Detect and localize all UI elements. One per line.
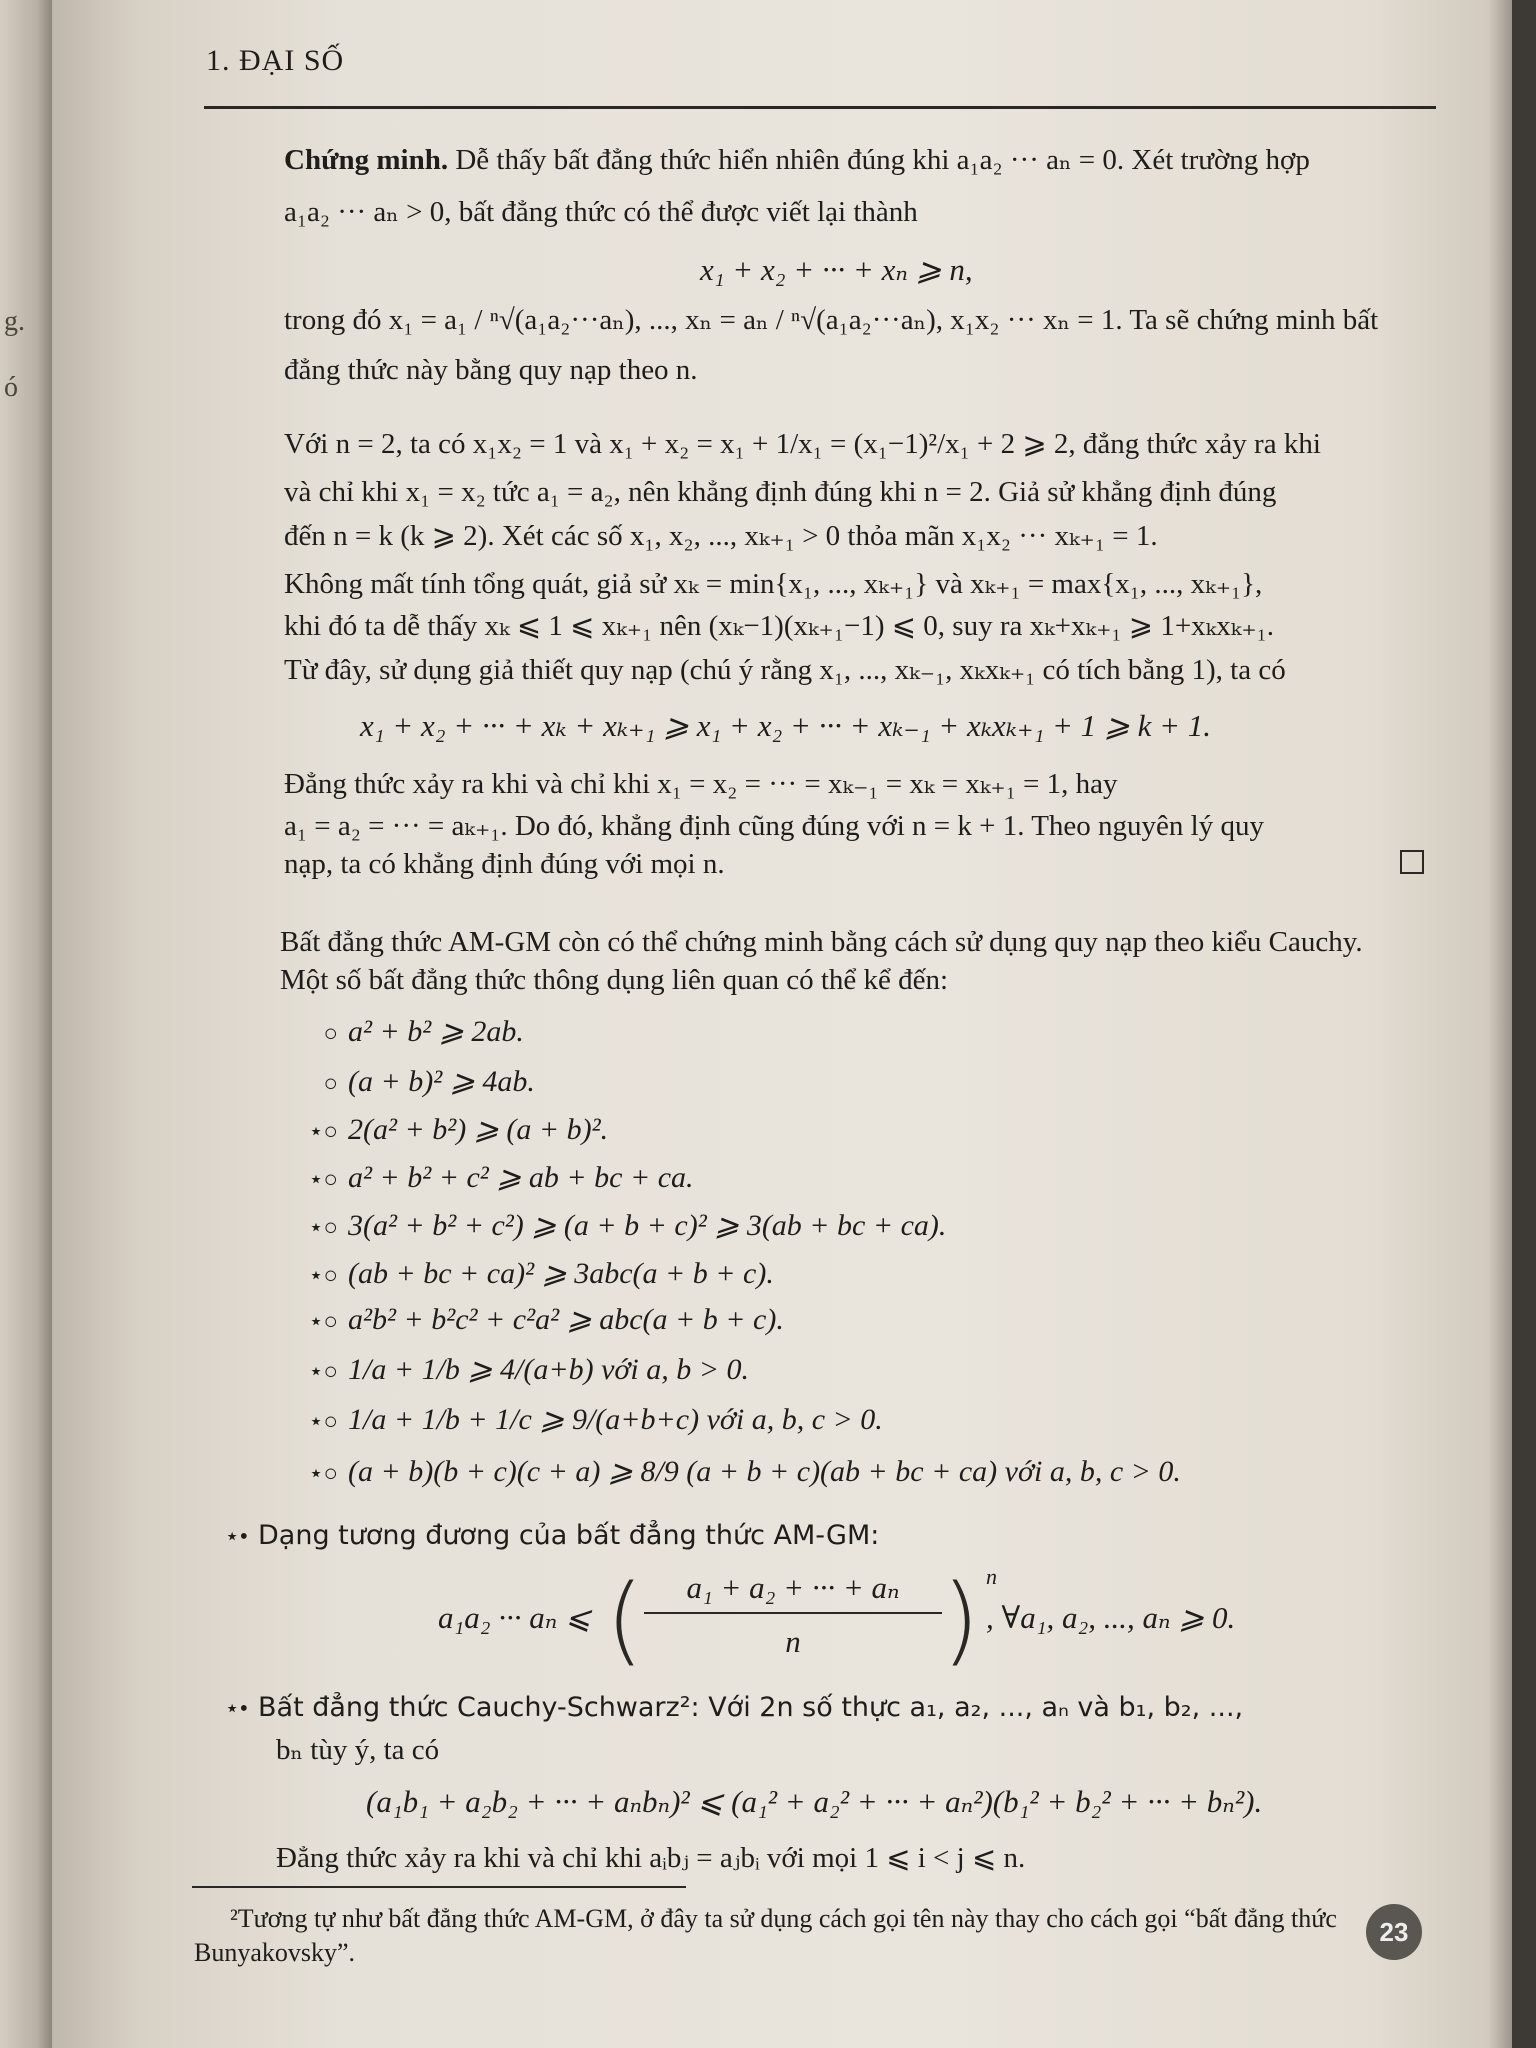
star-bullet-icon: ⋆○ (308, 1263, 338, 1289)
proof-line (284, 142, 1310, 178)
list-item (290, 1454, 1181, 1489)
intro-line: Một số bất đẳng thức thông dụng liên quan có thể kể đến: (280, 964, 949, 996)
section-item-title: Bất đẳng thức Cauchy-Schwarz²: Với 2n số thực a₁, a₂, ..., aₙ và b₁, b₂, ..., (258, 1692, 1244, 1723)
proof-line: trong đó x₁ = a₁ / ⁿ√(a₁a₂···aₙ), ..., xₙ = aₙ / ⁿ√(a₁a₂···aₙ), x₁x₂ ··· xₙ = 1. Ta sẽ chứng minh bất (284, 304, 1379, 336)
formula-lhs: a₁a₂ ··· aₙ ⩽ (438, 1600, 592, 1635)
list-item-text: 2(a² + b²) ⩾ (a + b)². (348, 1113, 609, 1146)
star-bullet-icon: ⋆○ (308, 1309, 338, 1335)
fraction-denominator: n (785, 1624, 801, 1659)
left-paren: ( (606, 1564, 644, 1676)
list-item-text: 3(a² + b² + c²) ⩾ (a + b + c)² ⩾ 3(ab + bc + ca). (348, 1209, 947, 1242)
page-number: 23 (1366, 1904, 1422, 1960)
section-item (200, 1690, 1243, 1724)
intro-line: Bất đẳng thức AM-GM còn có thể chứng minh bằng cách sử dụng quy nạp theo kiểu Cauchy. (280, 926, 1363, 958)
list-item (290, 1402, 883, 1437)
footnote-line: ²Tương tự như bất đẳng thức AM-GM, ở đây ta sử dụng cách gọi tên này thay cho cách gọi “bất đẳng thức (230, 1904, 1337, 1933)
list-item-text: 1/a + 1/b + 1/c ⩾ 9/(a+b+c) với a, b, c > 0. (348, 1403, 883, 1436)
list-item-text: a² + b² ⩾ 2ab. (348, 1015, 524, 1048)
footnote-line: Bunyakovsky”. (194, 1938, 356, 1967)
section-line: Đẳng thức xảy ra khi và chỉ khi aᵢbⱼ = aⱼbᵢ với mọi 1 ⩽ i < j ⩽ n. (276, 1842, 1026, 1874)
list-item-text: (a + b)(b + c)(c + a) ⩾ 8/9 (a + b + c)(ab + bc + ca) với a, b, c > 0. (348, 1455, 1181, 1488)
section-line: bₙ tùy ý, ta có (276, 1734, 440, 1766)
list-item (290, 1352, 749, 1387)
star-bullet-icon: ⋆○ (308, 1359, 338, 1385)
list-item (290, 1112, 608, 1147)
star-bullet-icon: ⋆○ (308, 1461, 338, 1487)
chapter-header: 1. ĐẠI SỐ (206, 44, 345, 77)
list-item (290, 1064, 535, 1099)
right-paren: ) (942, 1564, 980, 1676)
list-item-text: (a + b)² ⩾ 4ab. (348, 1065, 535, 1098)
book-spine (0, 0, 52, 2048)
proof-line: a₁a₂ ··· aₙ > 0, bất đẳng thức có thể được viết lại thành (284, 196, 918, 228)
adjacent-page-text: ó (4, 372, 18, 403)
star-bullet-icon: ⋆○ (308, 1167, 338, 1193)
bullet-icon: ○ (323, 1021, 338, 1047)
list-item (290, 1208, 946, 1243)
exponent: n (986, 1564, 997, 1589)
page-edge-shadow (1488, 0, 1512, 2048)
formula-rhs: , ∀a₁, a₂, ..., aₙ ⩾ 0. (986, 1600, 1236, 1635)
bullet-icon: ○ (323, 1071, 338, 1097)
list-item-text: 1/a + 1/b ⩾ 4/(a+b) với a, b > 0. (348, 1353, 750, 1386)
list-item (290, 1302, 784, 1337)
list-item (290, 1014, 524, 1049)
list-item (290, 1160, 694, 1195)
footnote-rule (192, 1886, 686, 1888)
display-equation: (a₁b₁ + a₂b₂ + ··· + aₙbₙ)² ⩽ (a₁² + a₂² + ··· + aₙ²)(b₁² + b₂² + ··· + bₙ²). (366, 1784, 1263, 1819)
proof-line: Đẳng thức xảy ra khi và chỉ khi x₁ = x₂ = ··· = xₖ₋₁ = xₖ = xₖ₊₁ = 1, hay (284, 768, 1118, 800)
qed-square (1400, 850, 1424, 874)
star-dot-bullet-icon: ⋆• (224, 1696, 248, 1722)
proof-line: Không mất tính tổng quát, giả sử xₖ = min{x₁, ..., xₖ₊₁} và xₖ₊₁ = max{x₁, ..., xₖ₊₁}, (284, 568, 1263, 600)
adjacent-page-text: g. (4, 306, 25, 337)
proof-line: Với n = 2, ta có x₁x₂ = 1 và x₁ + x₂ = x₁ + 1/x₁ = (x₁−1)²/x₁ + 2 ⩾ 2, đẳng thức xảy ra khi (284, 428, 1321, 460)
list-item (290, 1256, 774, 1291)
star-bullet-icon: ⋆○ (308, 1215, 338, 1241)
star-bullet-icon: ⋆○ (308, 1119, 338, 1145)
header-rule (204, 106, 1436, 109)
star-bullet-icon: ⋆○ (308, 1409, 338, 1435)
section-item (200, 1518, 879, 1552)
list-item-text: a²b² + b²c² + c²a² ⩾ abc(a + b + c). (348, 1303, 784, 1336)
proof-line: Từ đây, sử dụng giả thiết quy nạp (chú ý rằng x₁, ..., xₖ₋₁, xₖxₖ₊₁ có tích bằng 1), ta có (284, 654, 1286, 686)
fraction-bar (644, 1612, 942, 1614)
proof-line: và chỉ khi x₁ = x₂ tức a₁ = a₂, nên khẳng định đúng khi n = 2. Giả sử khẳng định đúng (284, 476, 1277, 508)
proof-line: đến n = k (k ⩾ 2). Xét các số x₁, x₂, ..., xₖ₊₁ > 0 thỏa mãn x₁x₂ ··· xₖ₊₁ = 1. (284, 520, 1158, 552)
list-item-text: (ab + bc + ca)² ⩾ 3abc(a + b + c). (348, 1257, 774, 1290)
proof-label: Chứng minh. (284, 144, 449, 176)
proof-text: Dễ thấy bất đẳng thức hiển nhiên đúng khi a₁a₂ ··· aₙ = 0. Xét trường hợp (448, 144, 1310, 176)
fraction-numerator: a₁ + a₂ + ··· + aₙ (686, 1570, 900, 1605)
star-dot-bullet-icon: ⋆• (224, 1524, 248, 1550)
proof-line: khi đó ta dễ thấy xₖ ⩽ 1 ⩽ xₖ₊₁ nên (xₖ−1)(xₖ₊₁−1) ⩽ 0, suy ra xₖ+xₖ₊₁ ⩾ 1+xₖxₖ₊₁. (284, 610, 1275, 642)
list-item-text: a² + b² + c² ⩾ ab + bc + ca. (348, 1161, 694, 1194)
display-equation: x₁ + x₂ + ··· + xₙ ⩾ n, (700, 252, 973, 287)
proof-line: đẳng thức này bằng quy nạp theo n. (284, 354, 698, 386)
proof-line: a₁ = a₂ = ··· = aₖ₊₁. Do đó, khẳng định cũng đúng với n = k + 1. Theo nguyên lý quy (284, 810, 1264, 842)
section-item-title: Dạng tương đương của bất đẳng thức AM-GM: (258, 1520, 880, 1551)
proof-line: nạp, ta có khẳng định đúng với mọi n. (284, 848, 725, 880)
display-equation: x₁ + x₂ + ··· + xₖ + xₖ₊₁ ⩾ x₁ + x₂ + ··· + xₖ₋₁ + xₖxₖ₊₁ + 1 ⩾ k + 1. (360, 708, 1212, 743)
